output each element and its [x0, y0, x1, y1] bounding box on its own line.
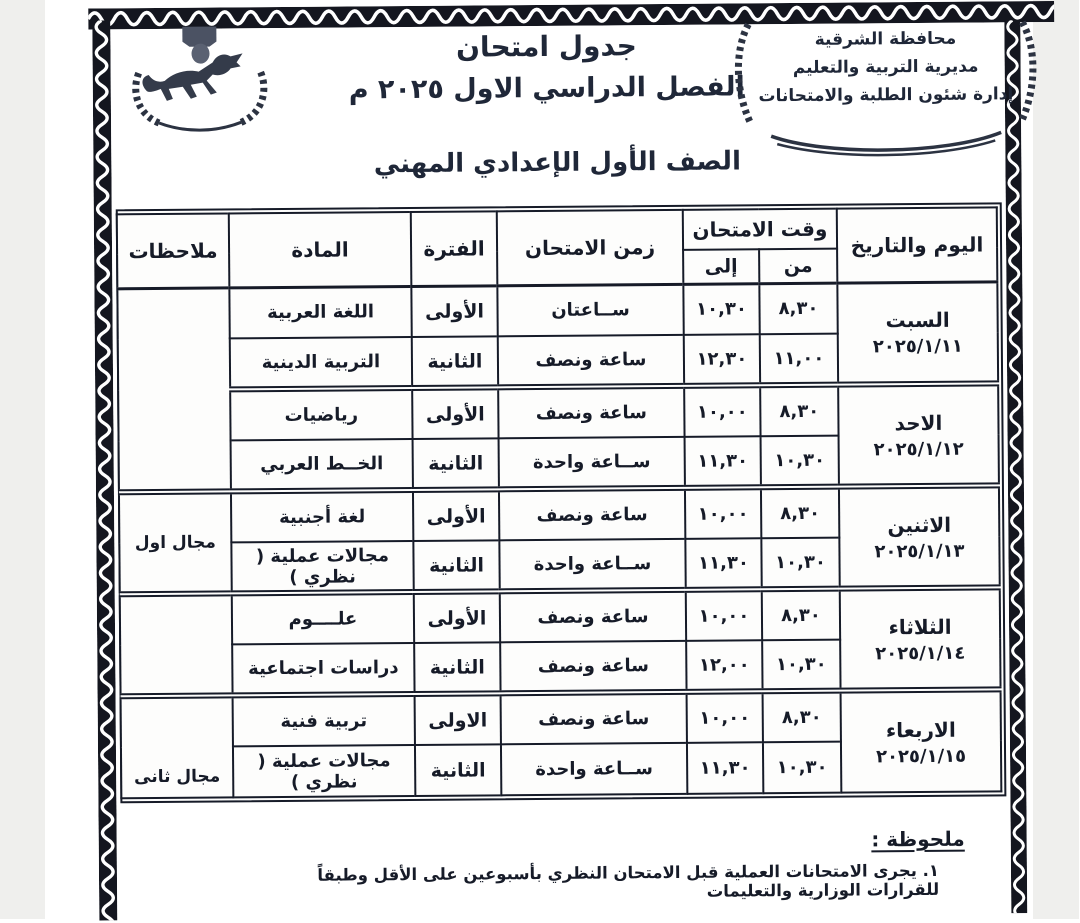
time-from: ٨,٣٠ [764, 691, 842, 743]
time-from: ٨,٣٠ [763, 589, 841, 641]
time-from: ٨,٣٠ [761, 385, 839, 437]
period: الاولى [416, 693, 502, 745]
time-to: ١٠,٠٠ [687, 589, 763, 641]
col-header-from: من [760, 249, 838, 284]
day-date: ٢٠٢٥/١/١٥ [876, 745, 968, 767]
day-date: ٢٠٢٥/١/١١ [873, 335, 964, 358]
org-line2: مديرية التربية والتعليم [793, 56, 980, 79]
org-line3: إدارة شئون الطلبة والامتحانات [759, 84, 1015, 107]
day-cell-sunday [839, 383, 1000, 486]
duration: ســاعة واحدة [502, 743, 688, 795]
directorate-emblem [757, 18, 1016, 142]
col-header-day: اليوم والتاريخ [838, 207, 999, 282]
col-header-subject: المادة [230, 212, 413, 287]
period: الثانية [414, 438, 500, 490]
notes-cell: مجال اول [120, 491, 233, 594]
period: الأولى [413, 387, 499, 439]
day-cell-saturday [838, 281, 999, 384]
horse-emblem-icon [125, 20, 276, 141]
time-from: ١٠,٣٠ [762, 436, 840, 488]
subject: لغة أجنبية [232, 490, 414, 542]
directorate-text [759, 18, 1014, 110]
footnote-line: ١. يجرى الامتحانات العملية قبل الامتحان النظري بأسبوعين على الأقل وطبقاً للقرارات الوزارية والتعليمات [318, 860, 941, 901]
col-header-period: الفترة [412, 211, 499, 286]
time-to: ١٢,٣٠ [685, 334, 761, 386]
day-cell-wednesday [842, 689, 1003, 792]
subject: اللغة العربية [230, 286, 412, 338]
subject: مجالات عملية ( نظري ) [234, 745, 416, 797]
period: الثانية [414, 540, 500, 592]
duration: ساعة ونصف [501, 590, 687, 642]
duration: ساعة ونصف [499, 335, 685, 387]
grade-title: الصف الأول الإعدادي المهني [374, 146, 743, 180]
day-date: ٢٠٢٥/١/١٢ [874, 438, 965, 460]
table-row [122, 689, 1002, 747]
day-date: ٢٠٢٥/١/١٣ [875, 540, 966, 562]
period: الثانية [416, 744, 502, 796]
table-row [118, 281, 998, 339]
time-to: ١٠,٠٠ [688, 691, 764, 743]
day-date: ٢٠٢٥/١/١٤ [876, 642, 967, 664]
table-row [120, 485, 1000, 543]
col-header-notes: ملاحظات [118, 213, 231, 288]
time-from: ١١,٠٠ [761, 334, 839, 386]
subject: علــــوم [233, 592, 415, 644]
laurel-swoosh-icon [766, 128, 1008, 158]
time-from: ١٠,٣٠ [764, 742, 842, 794]
day-name: الاحد [895, 410, 944, 435]
subject: دراسات اجتماعية [233, 643, 415, 695]
time-to: ١٠,٠٠ [686, 487, 762, 539]
time-to: ١٠,٣٠ [684, 283, 760, 335]
notes-cell [121, 593, 234, 696]
duration: ســاعة واحدة [500, 539, 686, 591]
frame-right-border [1005, 20, 1028, 913]
time-from: ١٠,٣٠ [762, 538, 840, 590]
notes-cell [118, 287, 232, 492]
period: الثانية [415, 642, 501, 694]
table-row [121, 587, 1001, 645]
time-from: ١٠,٣٠ [763, 640, 841, 692]
title-line2: الفصل الدراسي الاول ٢٠٢٥ م [349, 71, 746, 106]
day-name: الاثنين [888, 512, 953, 537]
time-to: ١١,٣٠ [686, 436, 762, 488]
period: الثانية [413, 336, 499, 388]
laurel-branch-left-icon [729, 20, 756, 128]
time-from: ٨,٣٠ [762, 487, 840, 539]
day-cell-monday [840, 485, 1001, 588]
subject: التربية الدينية [231, 337, 413, 389]
day-cell-tuesday [841, 587, 1002, 690]
col-header-exam-time: وقت الامتحان [684, 209, 838, 250]
time-to: ١١,٣٠ [688, 742, 764, 794]
duration: ساعة ونصف [501, 641, 687, 693]
exam-schedule-table-frame [117, 202, 1008, 803]
col-header-to: إلى [684, 249, 760, 284]
frame-left-border [93, 20, 118, 920]
duration: ســاعتان [498, 284, 684, 336]
duration: ســاعة واحدة [500, 437, 686, 489]
subject: رياضيات [231, 388, 413, 440]
period: الأولى [414, 489, 500, 541]
org-line1: محافظة الشرقية [815, 28, 958, 50]
day-name: السبت [886, 307, 951, 333]
subject: مجالات عملية ( نظري ) [232, 541, 414, 593]
period: الأولى [415, 591, 501, 643]
duration: ساعة ونصف [500, 488, 686, 540]
table-row [119, 383, 999, 441]
day-name: الاربعاء [886, 717, 957, 742]
notes-cell: مجال ثانى [122, 695, 235, 798]
subject: تربية فنية [234, 694, 416, 746]
exam-schedule-table [117, 206, 1004, 799]
title-line1: جدول امتحان [456, 29, 638, 64]
duration: ساعة ونصف [499, 386, 685, 438]
page-title [297, 28, 798, 106]
col-header-duration: زمن الامتحان [498, 210, 685, 285]
time-to: ١٢,٠٠ [687, 640, 763, 692]
laurel-branch-right-icon [1018, 18, 1045, 126]
time-to: ١٠,٠٠ [685, 385, 761, 437]
footnote-section [254, 827, 967, 905]
time-to: ١١,٣٠ [686, 538, 762, 590]
time-from: ٨,٣٠ [760, 283, 838, 335]
day-name: الثلاثاء [889, 614, 953, 639]
duration: ساعة ونصف [502, 692, 688, 744]
subject: الخــط العربي [232, 439, 414, 491]
period: الأولى [412, 285, 498, 337]
footnote-title: ملحوظة : [872, 826, 966, 852]
